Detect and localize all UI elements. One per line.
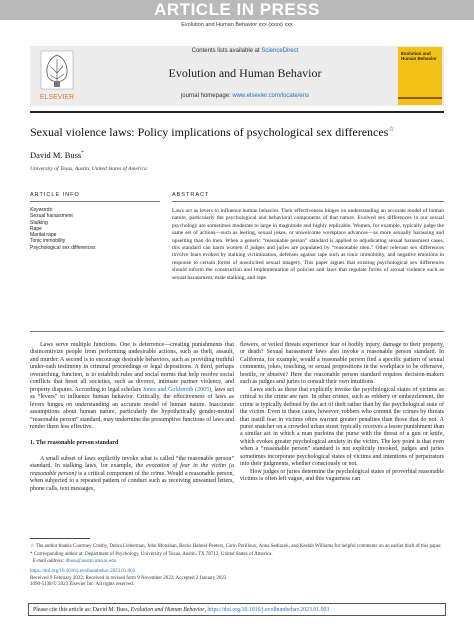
front-matter-rule (30, 331, 444, 332)
cover-stripe (398, 97, 442, 99)
contents-line (100, 48, 390, 54)
body-paragraph: How judges or juries determine the psychological states of proverbial reasonable victims is often left vague, and this vagueness can (240, 468, 444, 483)
footnotes (30, 544, 444, 590)
author-text: David M. Buss (30, 150, 82, 160)
abstract-rule (172, 201, 444, 202)
corresponding-author-footnote: * Corresponding author at: Department of Psychology, University of Texas, Austin, TX 78712, United States of America. E-mail address: dbuss@austin.utexas.edu (30, 552, 273, 564)
author-name (30, 150, 84, 160)
keyword-item: Marital rape (30, 232, 57, 239)
title-footnote-mark[interactable]: ☆ (388, 125, 395, 133)
citation-link[interactable]: Jones and Goldsmith (2005) (142, 386, 212, 393)
body-column-left (30, 342, 234, 493)
keywords-block (30, 207, 160, 251)
abstract-heading: ABSTRACT (172, 192, 210, 198)
elsevier-wordmark: ELSEVIER (39, 94, 75, 101)
issn-copyright: 1090-5138/© 2023 Elsevier Inc. All rights reserved. (30, 582, 135, 588)
doi-link[interactable]: https://doi.org/10.1016/j.evolhumbehav.2023.01.003 (30, 569, 136, 575)
author-affiliation: University of Texas, Austin, United States of America (30, 166, 147, 172)
article-info-rule (30, 201, 160, 202)
acknowledgement-footnote: ☆ The author thanks Courtney Crosby, Debra Lieberman, John Monahan, Becks Hahnel-Peeters, Carin Perilloux, Anna Sedlacek, and Keelah Williams for helpful comments on an earlier draft of this paper. (30, 544, 442, 549)
homepage-line (100, 93, 390, 99)
keyword-item: Tonic immobility (30, 238, 66, 245)
body-paragraph: flowers, or veiled threats experience fear of bodily injury, damage to their property, or death? Sexual harassment laws also invoke a reasonable person standard. In California, for example, would a reasonable person find a specific pattern of sexual comments, jokes, touching, or sexual propositions in the workplace to be offensive, hostile, or abusive? Here the reasonable person standard requires decision-makers such as judges and juries to consult their own intuitions. (240, 342, 444, 386)
section-heading: 1. The reasonable person standard (30, 440, 119, 447)
body-paragraph: Laws serve multiple functions. One is deterrence—creating punishments that disincentivize people from performing undesirable actions, such as theft, assault, and murder. A second is to encourage desirable behaviors, such as providing truthful under-oath testimony in criminal proceedings or legal depositions. A third, perhaps overarching, function, is to establish rules and social norms that help resolve social conflicts that beset all societies, such as divorce, intimate partner violence, and property disputes. According to legal scholars Jones and Goldsmith (2005), laws act as “levers” to influence human behavior. Critically, the effectiveness of laws as levers hinges on understanding an accurate model of human nature. Inaccurate assumptions about human nature, particularly the hypothetically gender-neutral “reasonable person” standard, may undermine the presumptive functions of laws and render them less effective. (30, 342, 235, 430)
elsevier-logo (32, 47, 82, 105)
journal-cover-thumbnail (398, 47, 442, 105)
journal-reference: Evolution and Human Behavior xxx (xxxx) xxx (181, 22, 293, 28)
article-in-press-banner: ARTICLE IN PRESS (0, 0, 474, 20)
journal-title: Evolution and Human Behavior (168, 66, 322, 80)
homepage-link[interactable]: www.elsevier.com/locate/ens (232, 93, 310, 99)
article-title-text: Sexual violence laws: Policy implications of psychological sex differences (30, 125, 389, 139)
citation-doi-link[interactable]: https://doi.org/10.1016/j.evolhumbehav.2023.01.003 (207, 607, 330, 613)
contents-prefix: Contents lists available at (191, 48, 260, 54)
footnote-rule (30, 538, 90, 539)
keyword-item: Sexual harassment (30, 213, 73, 220)
body-paragraph: A small subset of laws explicitly invoke what is called “the reasonable person” standard. In stalking laws, for example, the evocation of fear in the victim (a reasonable person) is a critical component of the crime. Would a reasonable person, when subjected to a repeated pattern of conduct such as receiving unwanted letters, phone calls, text messages, (30, 455, 234, 492)
body-column-right (240, 342, 444, 484)
article-dates: Received 9 February 2022; Received in revised form 9 November 2022; Accepted 2 January 2023 (30, 575, 227, 581)
cover-title: Evolution and Human Behavior (401, 51, 437, 61)
homepage-prefix: journal homepage: (180, 93, 231, 99)
keyword-item: Psychological sex differences (30, 244, 96, 251)
keyword-item: Rape (30, 225, 42, 232)
article-title (30, 125, 444, 140)
body-paragraph: Laws such as these that explicitly invoke the psychological states of victims as critical to the crime are rare. In other crimes, such as robbery or embezzlement, the crime is typically defined by the act of theft rather than by the psychological state of the victim. Even in these cases, however, robbers who commit the crimes by threats that instill fear in victims often warrant greater penalties than those that do not. A purse snatcher on a crowded urban street typically receives a lesser punishment than a similar act in which a man purloins the purse with the threat of a gun or knife, which evokes greater psychological anxiety in the victim. The key point is that even when a “reasonable person” standard is not explicitly invoked, judges and juries sometimes incorporate psychological states of victims and intentions of perpetrators into their judgments, whether consciously or not. (240, 386, 444, 468)
header-divider (30, 111, 444, 113)
keywords-label: Keywords: (30, 207, 54, 213)
sciencedirect-link[interactable]: ScienceDirect (261, 48, 299, 54)
citation-bar: Please cite this article as: David M. Buss, Evolution and Human Behavior, https://doi.org/10.1016/j.evolhumbehav.2023.01.003 (28, 603, 446, 616)
email-link[interactable]: dbuss@austin.utexas.edu (65, 558, 117, 564)
article-info-heading: ARTICLE INFO (30, 192, 80, 198)
keyword-item: Stalking (30, 219, 48, 226)
abstract-text: Laws act as levers to influence human behavior. Their effectiveness hinges on understanding an accurate model of human nature, particularly the psychological and behavioral components of that nature. Evolved sex differences in our sexual psychology are sometimes moderate to large in magnitude and highly replicable. Women, for example, typically judge the same set of actions—such as leering, sexual jokes, or unwelcome workplace advances—as more sexually harassing and upsetting than do men. When a generic “reasonable person” standard is applied to adjudicating sexual harassment cases, this standard can harm women if judges and juries are populated by “reasonable men.” Other relevant sex differences involve fears evoked by stalking victimization, defenses against rape such as tonic immobility, and negative emotions in response to certain forms of unsolicited sexual imagery. This paper argues that existing psychological sex differences should inform the construction and implementation of policies and laws that regulate forms of sexual violence such as sexual harassment, male stalking, and rape. (172, 208, 444, 281)
author-footnote-mark[interactable]: * (81, 151, 84, 157)
